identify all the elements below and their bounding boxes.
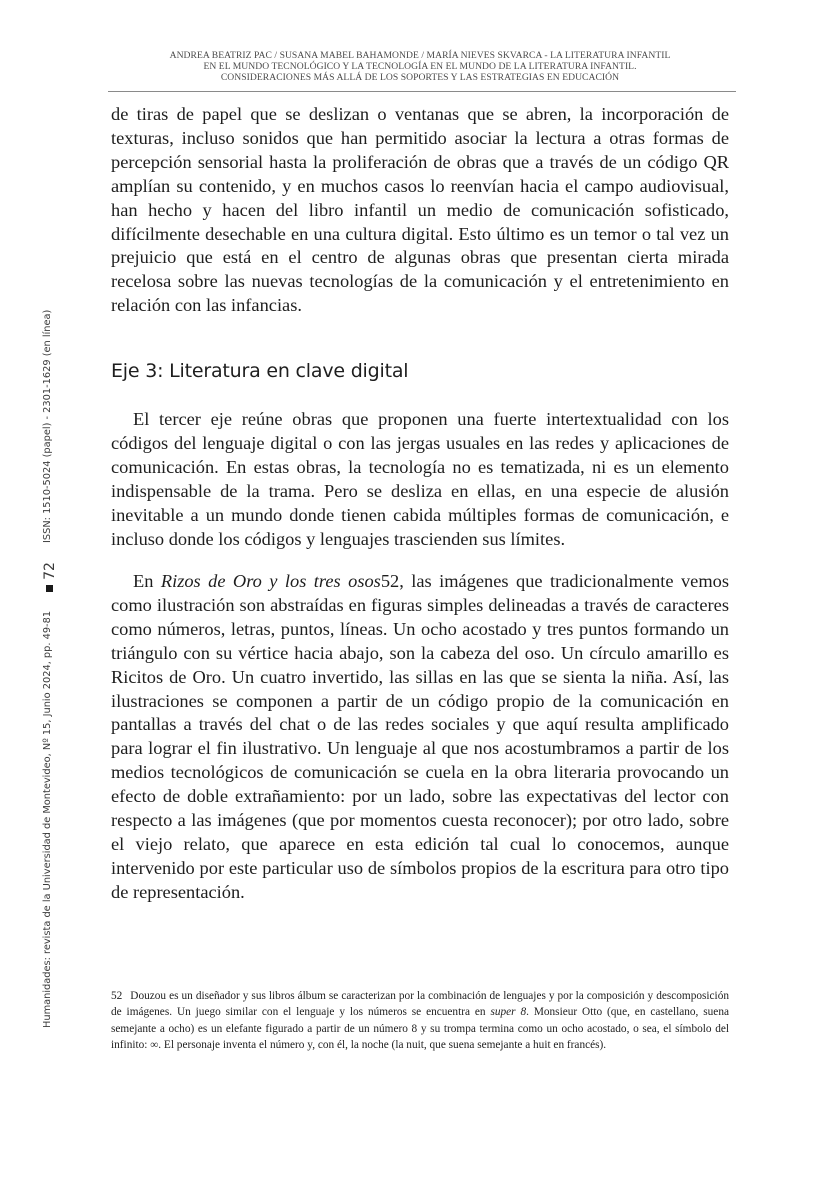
paragraph-lead: En [133,571,161,591]
running-header-line-1: ANDREA BEATRIZ PAC / SUSANA MABEL BAHAMONDE / MARÍA NIEVES SKVARCA - LA LITERATURA INFANTIL [169,50,671,61]
footnotes [111,988,729,1054]
page-marker-block [46,585,53,592]
paragraph-text: de tiras de papel que se deslizan o ventanas que se abren, la incorporación de texturas, incluso sonidos que han permitido asociar la lectura a otras formas de percepción sensorial hasta la proliferación de obras que a través de un código QR amplían su contenido, y en muchos casos lo reenvían hacia el campo audiovisual, han hecho y hacen del libro infantil un medio de comunicación sofisticado, difícilmente desechable en una cultura digital. Esto último es un temor o tal vez un prejuicio que está en el centro de algunas obras que presentan cierta mirada recelosa sobre las nuevas tecnologías de la comunicación y el entretenimiento en relación con las infancias. [111,104,729,316]
footnote-italic-title: super 8 [490,1006,527,1019]
journal-citation: Humanidades: revista de la Universidad de Montevideo, Nº 15, Junio 2024, pp. 49-81 [42,610,53,1028]
footnote-text-after: . Monsieur Otto (que, en castellano, suena semejante a ocho) es un elefante figurado a partir de un número 8 y su trompa termina como un ocho acostado, o sea, el símbolo del infinito: ∞. El personaje inventa el número y, con él, la noche (la nuit, que suena semejante a huit en francés). [111,1006,729,1052]
paragraph-text: El tercer eje reúne obras que proponen una fuerte intertextualidad con los códigos del lenguaje digital o con las jergas usuales en las redes y aplicaciones de comunicación. En estas obras, la tecnología no es tematizada, ni es un elemento indispensable de la trama. Pero se desliza en ellas, en una especie de alusión inevitable a un mundo donde tienen cabida múltiples formas de comunicación, e incluso donde los códigos y lenguajes trascienden sus límites. [111,409,729,549]
body-paragraph-1 [111,103,729,318]
issn-label: ISSN: 1510-5024 (papel) - 2301-1629 (en línea) [42,309,53,543]
footnote-reference[interactable]: 52 [380,571,400,591]
running-header-line-2: EN EL MUNDO TECNOLÓGICO Y LA TECNOLOGÍA EN EL MUNDO DE LA LITERATURA INFANTIL. [203,61,637,73]
running-header-line-3: CONSIDERACIONES MÁS ALLÁ DE LOS SOPORTES Y LAS ESTRATEGIAS EN EDUCACIÓN [220,72,620,84]
footnote-52 [111,988,729,1054]
running-header [112,50,728,84]
header-divider [108,91,736,92]
page-number: 72 [42,562,58,580]
body-paragraph-3 [111,570,729,905]
footnote-text-before: Douzou es un diseñador y sus libros álbum se caracterizan por la combinación de lenguajes y por la composición y descomposición de imágenes. Un juego similar con el lenguaje y los números se encuentra en [111,990,729,1019]
paragraph-text [111,570,729,905]
body-paragraph-2 [111,408,729,551]
section-heading: Eje 3: Literatura en clave digital [111,360,409,382]
book-title: Rizos de Oro y los tres osos [160,571,381,591]
paragraph-rest: , las imágenes que tradicionalmente vemos como ilustración son abstraídas en figuras simples delineadas a través de caracteres como números, letras, puntos, líneas. Un ocho acostado y tres puntos formando un triángulo con su vértice hacia abajo, son la cabeza del oso. Un círculo amarillo es Ricitos de Oro. Un cuatro invertido, las sillas en las que se sienta la niña. Así, las ilustraciones se componen a partir de un código propio de la comunicación en pantallas a través del chat o de las redes sociales y que aquí resulta amplificado para lograr el fin ilustrativo. Un lenguaje al que nos acostumbramos a partir de los medios tecnológicos de comunicación se cuela en la obra literaria provocando un efecto de doble extrañamiento: por un lado, sobre las expectativas del lector con respecto a las imágenes (que por momentos cuesta reconocer); por otro lado, sobre el viejo relato, que aparece en esta edición tal cual lo conocemos, aunque intervenido por este particular uso de símbolos propios de la escritura para otro tipo de representación. [111,571,729,902]
footnote-number: 52 [111,990,123,1002]
side-margin [0,0,100,1178]
